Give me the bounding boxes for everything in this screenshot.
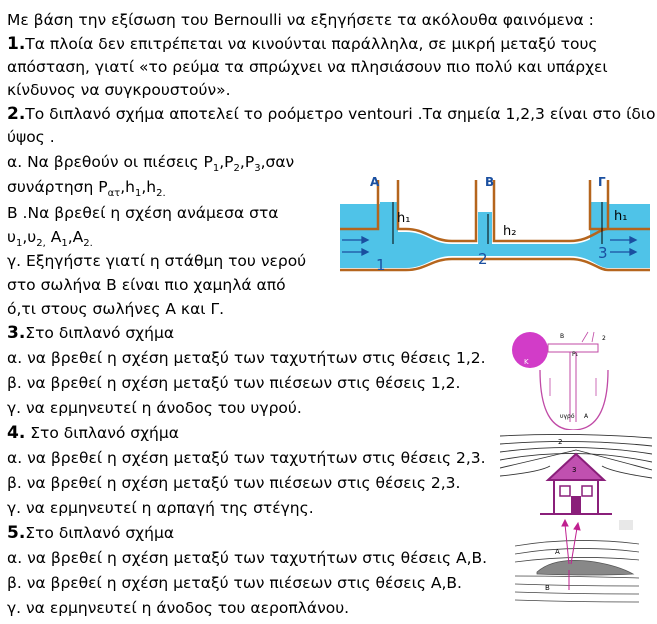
- q4-title: 4. Στο διπλανό σχήμα: [7, 423, 179, 443]
- q5-number: 5.: [7, 523, 26, 543]
- h1-left-label: h₁: [397, 211, 411, 226]
- label-a: A: [584, 413, 589, 420]
- figure-3-atomizer: [510, 326, 615, 430]
- label-liquid: υγρό: [560, 413, 575, 420]
- q2-c-line2: στο σωλήνα Β είναι πιο χαμηλά από: [7, 276, 286, 294]
- q3-number: 3.: [7, 323, 26, 343]
- q4-b: β. να βρεθεί η σχέση μεταξύ των πιέσεων στις θέσεις 2,3.: [7, 474, 461, 492]
- q5-c: γ. να ερμηνευτεί η άνοδος του αεροπλάνου.: [7, 599, 350, 617]
- q2-text1: Το διπλανό σχήμα αποτελεί το ροόμετρο ventouri .Τα σημεία 1,2,3 είναι στο ίδιο: [25, 105, 656, 123]
- figure-4-house: [500, 432, 652, 520]
- label-p1: P₁: [572, 351, 579, 358]
- tube-b-water: [478, 212, 492, 246]
- tube-a-label: A: [370, 175, 380, 189]
- venturi-figure: [340, 172, 650, 272]
- q4-number: 4.: [7, 423, 26, 443]
- tube-g-label: Γ: [598, 175, 606, 189]
- q2-b-line1: Β .Να βρεθεί η σχέση ανάμεσα στα: [7, 204, 279, 222]
- q3-a: α. να βρεθεί η σχέση μεταξύ των ταχυτήτων στις θέσεις 1,2.: [7, 349, 486, 367]
- q2-c-line3: ό,τι στους σωλήνες Α και Γ.: [7, 300, 225, 318]
- label-b: B: [545, 584, 550, 592]
- q5-title: 5.Στο διπλανό σχήμα: [7, 523, 175, 543]
- tube-b-label: B: [485, 175, 495, 189]
- window-left: [560, 486, 570, 496]
- label-2: 2: [602, 335, 606, 342]
- point-1-label: 1: [376, 256, 386, 272]
- figure-5-airfoil: [515, 518, 639, 610]
- q1-line2: απόσταση, γιατί «το ρεύμα τα σπρώχνει να πλησιάσουν πιο πολύ και υπάρχει: [7, 58, 608, 76]
- wing-tip-marker: [619, 520, 633, 530]
- q2-a-line1: α. Να βρεθούν οι πιέσεις $P_1,P_2,P_3,\sigma\alpha\nu$: [7, 153, 295, 175]
- h2-label: h₂: [503, 224, 517, 239]
- label-a: A: [555, 548, 560, 556]
- q2-b-line2: $\upsilon_1,\upsilon_{2,}$ $A_1,A_{2.}$: [7, 228, 93, 250]
- point-3-label: 3: [598, 244, 608, 262]
- squeeze-ball: [512, 332, 548, 368]
- q1-line1: [7, 34, 598, 54]
- q1-number: 1.: [7, 34, 26, 54]
- fig3-arrows: [550, 332, 596, 396]
- q3-title: 3.Στο διπλανό σχήμα: [7, 323, 175, 343]
- door: [571, 496, 581, 514]
- q2-a-line2: συνάρτηση $P_{\alpha\tau},h_1,h_{2.}$: [7, 178, 166, 200]
- label-k: K: [524, 358, 529, 366]
- force-arrows: [562, 520, 580, 590]
- q3-b: β. να βρεθεί η σχέση μεταξύ των πιέσεων στις θέσεις 1,2.: [7, 374, 461, 392]
- q4-a: α. να βρεθεί η σχέση μεταξύ των ταχυτήτων στις θέσεις 2,3.: [7, 449, 486, 467]
- q4-c: γ. να ερμηνευτεί η αρπαγή της στέγης.: [7, 499, 314, 517]
- q2-c-line1: γ. Εξηγήστε γιατί η στάθμη του νερού: [7, 252, 307, 270]
- q1-line3: κίνδυνος να συγκρουστούν».: [7, 81, 231, 99]
- window-right: [582, 486, 592, 496]
- label-2: 2: [558, 438, 563, 446]
- q5-b: β. να βρεθεί η σχέση μεταξύ των πιέσεων στις θέσεις Α,Β.: [7, 574, 462, 592]
- q5-a: α. να βρεθεί η σχέση μεταξύ των ταχυτήτων στις θέσεις Α,Β.: [7, 549, 488, 567]
- q3-c: γ. να ερμηνευτεί η άνοδος του υγρού.: [7, 399, 302, 417]
- label-3: 3: [572, 466, 577, 474]
- q1-text1: Τα πλοία δεν επιτρέπεται να κινούνται παράλληλα, σε μικρή μεταξύ τους: [25, 35, 598, 53]
- intro-text: Με βάση την εξίσωση του Bernoulli να εξηγήσετε τα ακόλουθα φαινόμενα :: [7, 11, 594, 29]
- tube-a-water: [380, 202, 398, 242]
- point-2-label: 2: [478, 250, 488, 268]
- h1-right-label: h₁: [614, 209, 628, 224]
- q2-line1: [7, 104, 656, 124]
- wing: [537, 560, 633, 575]
- q2-number: 2.: [7, 104, 26, 124]
- label-b: B: [560, 333, 565, 340]
- q2-line2: ύψος .: [7, 128, 55, 146]
